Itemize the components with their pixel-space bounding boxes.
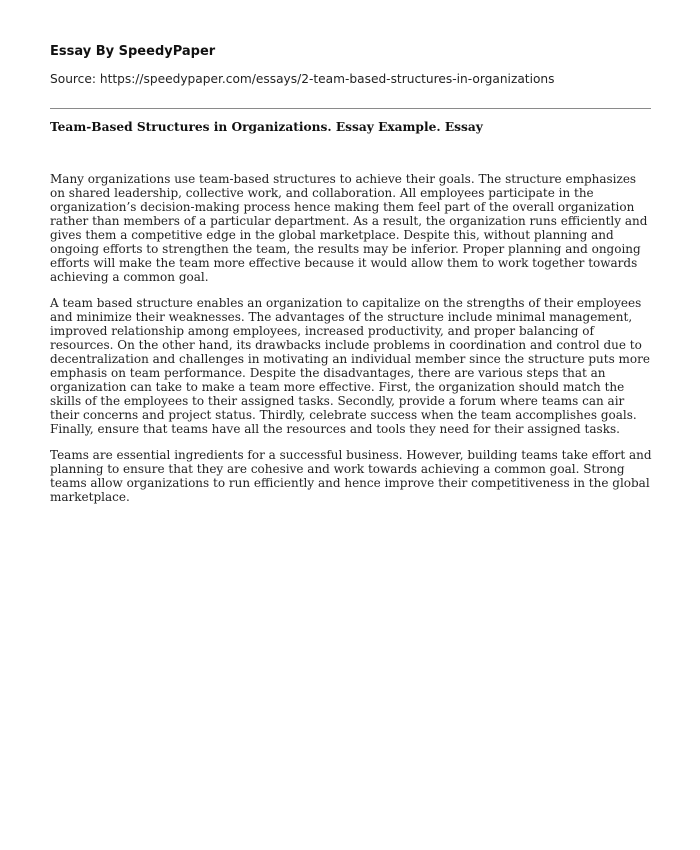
publisher-heading: Essay By SpeedyPaper <box>50 44 216 59</box>
essay-title: Team-Based Structures in Organizations. Essay Example. Essay <box>50 120 483 134</box>
source-line: Source: https://speedypaper.com/essays/2-team-based-structures-in-organizations <box>50 72 555 86</box>
essay-body <box>50 172 654 516</box>
paragraph-1: Many organizations use team-based structures to achieve their goals. The structure emphasizes on shared leadership, collective work, and collaboration. All employees participate in the organization’s decision-making process hence making them feel part of the overall organization rather than members of a particular department. As a result, the organization runs efficiently and gives them a competitive edge in the global marketplace. Despite this, without planning and ongoing efforts to strengthen the team, the results may be inferior. Proper planning and ongoing efforts will make the team more effective because it would allow them to work together towards achieving a common goal. <box>50 172 648 284</box>
header-divider <box>50 108 651 109</box>
paragraph-2: A team based structure enables an organization to capitalize on the strengths of their employees and minimize their weaknesses. The advantages of the structure include minimal management, improved relationship among employees, increased productivity, and proper balancing of resources. On the other hand, its drawbacks include problems in coordination and control due to decentralization and challenges in motivating an individual member since the structure puts more emphasis on team performance. Despite the disadvantages, there are various steps that an organization can take to make a team more effective. First, the organization should match the skills of the employees to their assigned tasks. Secondly, provide a forum where teams can air their concerns and project status. Thirdly, celebrate success when the team accomplishes goals. Finally, ensure that teams have all the resources and tools they need for their assigned tasks. <box>50 296 650 436</box>
paragraph-3: Teams are essential ingredients for a successful business. However, building teams take effort and planning to ensure that they are cohesive and work towards achieving a common goal. Strong teams allow organizations to run efficiently and hence improve their competitiveness in the global marketplace. <box>50 448 652 504</box>
